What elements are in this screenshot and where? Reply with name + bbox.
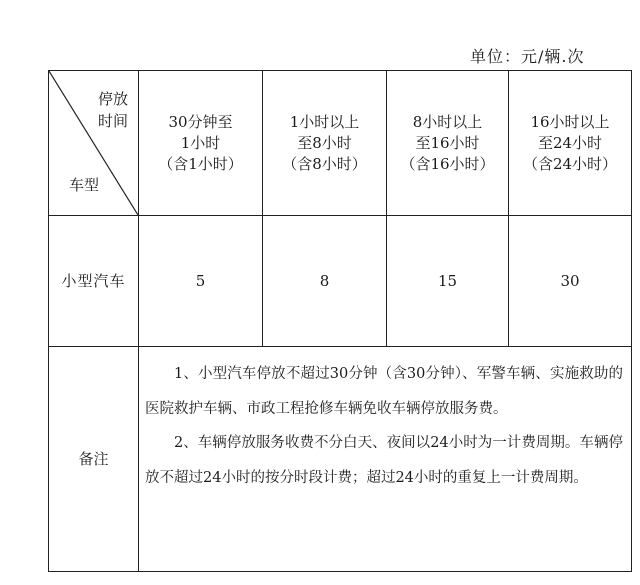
vehicle-type-header-label: 车型 (69, 176, 100, 194)
price-cell: 8 (263, 216, 387, 347)
column-header-line: （含24小时） (522, 154, 618, 173)
duration-column-header (387, 71, 509, 216)
duration-label-line2: 时间 (97, 112, 128, 130)
vehicle-type-cell: 小型汽车 (49, 216, 139, 347)
notes-label-cell: 备注 (49, 347, 139, 572)
column-header-line: （含16小时） (400, 154, 495, 173)
column-header-line: （含8小时） (282, 154, 367, 173)
column-header-line: 1小时 (180, 133, 221, 152)
table-row (49, 216, 632, 347)
column-header-line: 1小时以上 (289, 112, 360, 131)
header-row (49, 71, 632, 216)
note-item: 2、车辆停放服务收费不分白天、夜间以24小时为一计费周期。车辆停放不超过24小时的按分时段计费；超过24小时的重复上一计费周期。 (145, 435, 623, 486)
duration-header-label (98, 88, 128, 132)
duration-column-header (509, 71, 632, 216)
duration-column-header (139, 71, 263, 216)
notes-row (49, 347, 632, 572)
column-header-line: 8小时以上 (412, 112, 483, 131)
unit-label: 单位：元/辆.次 (470, 47, 585, 66)
price-cell: 15 (387, 216, 509, 347)
column-header-line: 至24小时 (537, 133, 603, 152)
column-header-line: （含1小时） (158, 154, 243, 173)
price-cell: 5 (139, 216, 263, 347)
column-header-line: 30分钟至 (168, 112, 233, 131)
price-cell: 30 (509, 216, 632, 347)
duration-label-line1: 停放 (97, 90, 128, 108)
notes-content-cell (139, 347, 632, 572)
duration-column-header (263, 71, 387, 216)
column-header-line: 16小时以上 (530, 112, 610, 131)
note-item: 1、小型汽车停放不超过30分钟（含30分钟）、军警车辆、实施救助的医院救护车辆、市政工程抢修车辆免收车辆停放服务费。 (145, 366, 623, 417)
corner-header-cell (49, 71, 139, 216)
parking-fee-table (48, 70, 632, 572)
column-header-line: 至8小时 (297, 133, 352, 152)
column-header-line: 至16小时 (415, 133, 480, 152)
